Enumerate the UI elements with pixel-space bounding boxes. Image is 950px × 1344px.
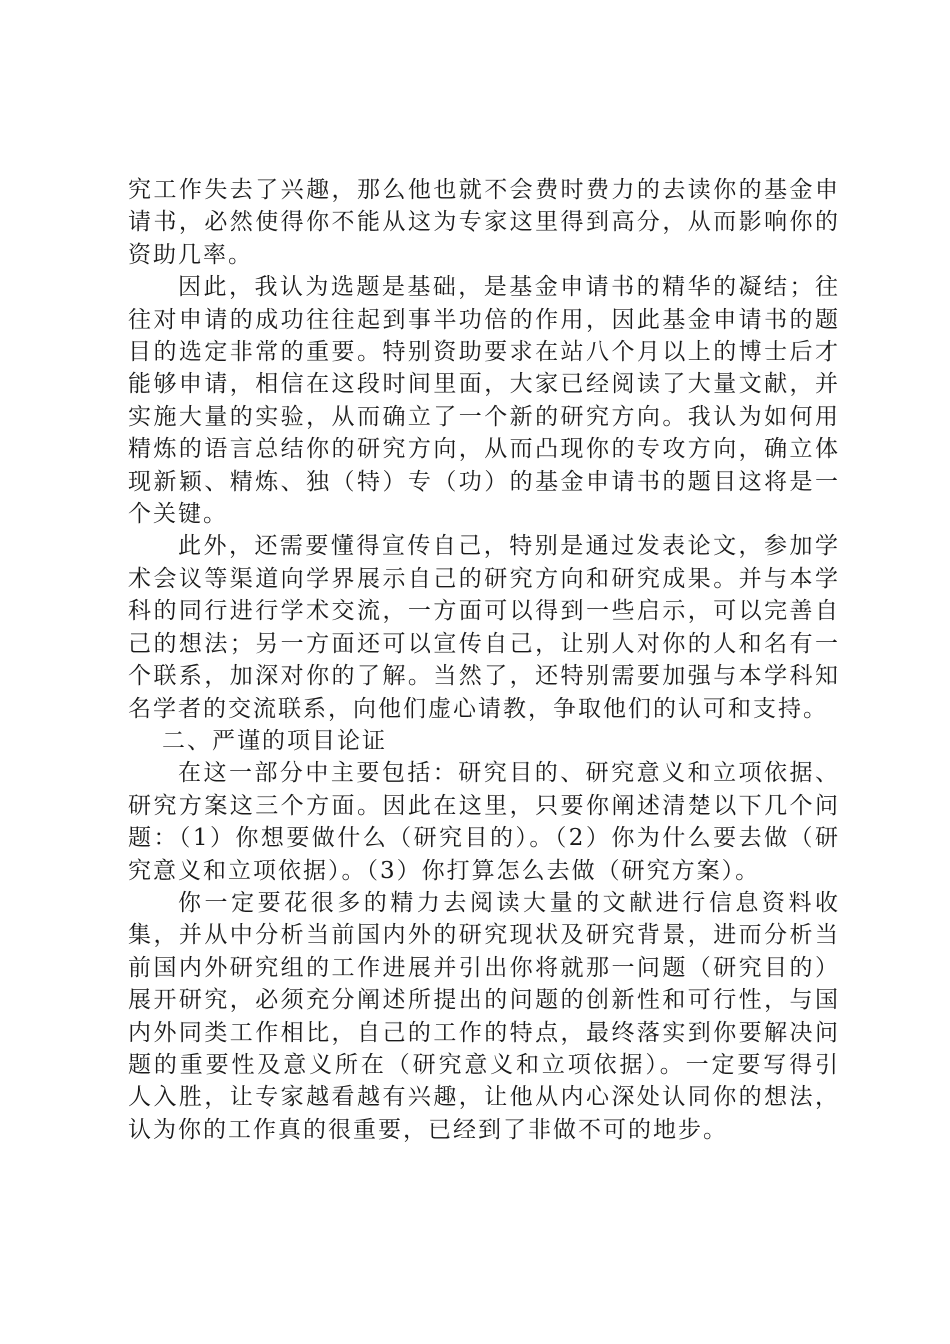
section-heading: 二、严谨的项目论证 — [162, 727, 387, 754]
paragraph-3: 此外，还需要懂得宣传自己，特别是通过发表论文，参加学术会议等渠道向学界展示自己的研究方向和研究成果。并与本学科的同行进行学术交流，一方面可以得到一些启示，可以完善自己的想法；另一方面还可以宣传自己，让别人对你的人和名有一个联系，加深对你的了解。当然了，还特别需要加强与本学科知名学者的交流联系，向他们虚心请教，争取他们的认可和支持。 — [128, 533, 840, 722]
paragraph-2: 因此，我认为选题是基础，是基金申请书的精华的凝结；往往对申请的成功往往起到事半功倍的作用，因此基金申请书的题目的选定非常的重要。特别资助要求在站八个月以上的博士后才能够申请，相信在这段时间里面，大家已经阅读了大量文献，并实施大量的实验，从而确立了一个新的研究方向。我认为如何用精炼的语言总结你的研究方向，从而凸现你的专攻方向，确立体现新颖、精炼、独（特）专（功）的基金申请书的题目这将是一个关键。 — [128, 274, 840, 528]
paragraph-5: 你一定要花很多的精力去阅读大量的文献进行信息资料收集，并从中分析当前国内外的研究现状及研究背景，进而分析当前国内外研究组的工作进展并引出你将就那一问题（研究目的）展开研究，必须充分阐述所提出的问题的创新性和可行性，与国内外同类工作相比，自己的工作的特点，最终落实到你要解决问题的重要性及意义所在（研究意义和立项依据）。一定要写得引人入胜，让专家越看越有兴趣，让他从内心深处认同你的想法，认为你的工作真的很重要，已经到了非做不可的地步。 — [128, 889, 840, 1143]
document-body — [128, 174, 840, 1146]
paragraph-1: 究工作失去了兴趣，那么他也就不会费时费力的去读你的基金申请书，必然使得你不能从这为专家这里得到高分，从而影响你的资助几率。 — [128, 177, 840, 268]
paragraph-4: 在这一部分中主要包括：研究目的、研究意义和立项依据、研究方案这三个方面。因此在这里，只要你阐述清楚以下几个问题：（1）你想要做什么（研究目的）。（2）你为什么要去做（研究意义和立项依据）。（3）你打算怎么去做（研究方案）。 — [128, 760, 840, 884]
